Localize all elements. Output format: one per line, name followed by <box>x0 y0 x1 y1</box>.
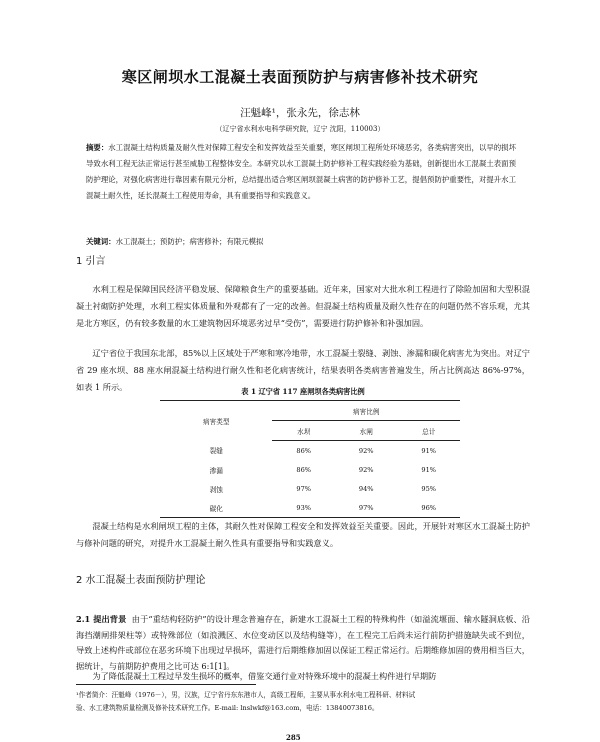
table-row <box>160 479 460 498</box>
table-cell-total: 91% <box>421 446 437 455</box>
table-cell-gate: 92% <box>358 465 374 474</box>
table-cell-total: 95% <box>421 484 437 493</box>
section-1-paragraph-3: 混凝土结构是水利闸坝工程的主体，其耐久性对保障工程安全和发挥效益至关重要。因此，开展针对寒区水工混凝土防护与修补问题的研究，对提升水工混凝土耐久性具有重要指导和实践意义。 <box>76 521 530 548</box>
keywords-text: 水工混凝土；预防护；病害修补；有限元模拟 <box>115 237 264 246</box>
page-number: 285 <box>286 733 301 742</box>
table-1 <box>160 400 460 518</box>
section-1-paragraph-1: 水利工程是保障国民经济平稳发展、保障粮食生产的重要基础。近年来，国家对大批水利工程进行了除险加固和大型积混凝土衬砌防护处理，水利工程实体质量和外观都有了一定的改善。但混凝土结构质量及耐久性存在的问题仍然不容乐观，尤其是北方寒区，仍有较多数量的水工建筑物因环境恶劣过早“受伤”，需要进行防护修补和补强加固。 <box>76 284 530 328</box>
footnote-divider <box>76 684 256 685</box>
subsection-2-1-continuation: 为了降低混凝土工程过早发生损坏的概率，借鉴交通行业对特殊环境中的混凝土构件进行早期防 <box>92 671 437 681</box>
subsection-2-1-text: 由于“重结构轻防护”的设计理念普遍存在，新建水工混凝土工程的特殊构件（如溢流堰面、输水隧洞底板、沿海挡潮闸排架柱等）或特殊部位（如浪溅区、水位变动区以及结构缝等），在工程完工后尚未运行前防护措施缺失或不到位，导致上述构件或部位在恶劣环境下出现过早损坏，需进行后期维修加固以保证工程正常运行。后期维修加固的费用相当巨大，据统计，与前期防护费用之比可达 6:1[1]。 <box>76 614 530 671</box>
abstract-label: 摘要： <box>86 143 109 152</box>
paper-title: 寒区闸坝水工混凝土表面预防护与病害修补技术研究 <box>121 68 479 86</box>
table-cell-total: 91% <box>421 465 437 474</box>
table-header-dam: 水坝 <box>272 421 335 441</box>
table-cell-dam: 86% <box>296 446 312 455</box>
table-cell-dam: 97% <box>296 484 312 493</box>
table-cell-dam: 86% <box>296 465 312 474</box>
table-header-type: 病害类型 <box>160 401 272 441</box>
abstract-text: 水工混凝土结构质量及耐久性对保障工程安全和发挥效益至关重要，寒区闸坝工程所处环境恶劣，各类病害突出，以早的损坏导致水利工程无法正常运行甚至威胁工程整体安全。本研究以水工混凝土防护修补工程实践经验为基础，创新提出水工混凝土表面预防护理论，对强化病害进行靠因素有限元分析，总结提出适合寒区闸坝混凝土病害的防护修补工艺，提倡预防护重要性，对提升水工混凝土耐久性，延长混凝土工程使用寿命，具有重要指导和实践意义。 <box>86 143 516 200</box>
table-cell-gate: 94% <box>358 484 374 493</box>
subsection-2-1 <box>76 612 530 674</box>
table-header-gate: 水闸 <box>335 421 398 441</box>
table-header-total: 总计 <box>397 421 460 441</box>
table-row <box>160 460 460 479</box>
author-footnote <box>76 689 530 715</box>
table-cell-type: 裂缝 <box>209 447 223 456</box>
section-1-paragraph-2: 辽宁省位于我国东北部，85%以上区域处于严寒和寒冷地带，水工混凝土裂缝、剥蚀、渗漏和碳化病害尤为突出。对辽宁省 29 座水坝、88 座水闸混凝土结构进行耐久性和老化病害统计，结果表明各类病害普遍发生，所占比例高达 86%-97%，如表 1 所示。 <box>76 348 530 392</box>
table-cell-gate: 92% <box>358 446 374 455</box>
abstract <box>86 140 516 204</box>
paper-authors: 汪魁峰¹，张永先，徐志林 <box>240 107 360 119</box>
section-1-heading: 1 引言 <box>76 256 106 267</box>
paper-affiliation: （辽宁省水利水电科学研究院，辽宁 沈阳，110003） <box>215 125 385 133</box>
subsection-2-1-label: 2.1 提出背景 <box>76 614 127 624</box>
keywords-label: 关键词： <box>86 237 116 246</box>
footnote-line-1: ¹作者简介：汪魁峰（1976－），男，汉族，辽宁省丹东东港市人，高级工程师，主要从事水利水电工程科研、材料试 <box>76 691 416 699</box>
footnote-line-2: 验、水工建筑物质量检测及修补技术研究工作。E-mail: lnslwkf@163.com，电话：13840073816。 <box>76 704 379 712</box>
table-row <box>160 441 460 461</box>
table-1-caption: 表 1 辽宁省 117 座闸坝各类病害比例 <box>241 387 365 396</box>
table-cell-dam: 93% <box>272 498 335 518</box>
table-header-ratio: 病害比例 <box>272 401 460 421</box>
table-row <box>160 498 460 518</box>
table-cell-type: 渗漏 <box>209 466 223 475</box>
table-cell-gate: 97% <box>335 498 398 518</box>
table-cell-total: 96% <box>397 498 460 518</box>
keywords <box>86 236 516 247</box>
table-cell-type: 剥蚀 <box>209 485 223 494</box>
section-2-heading: 2 水工混凝土表面预防护理论 <box>76 575 206 586</box>
table-cell-type: 碳化 <box>160 498 272 518</box>
